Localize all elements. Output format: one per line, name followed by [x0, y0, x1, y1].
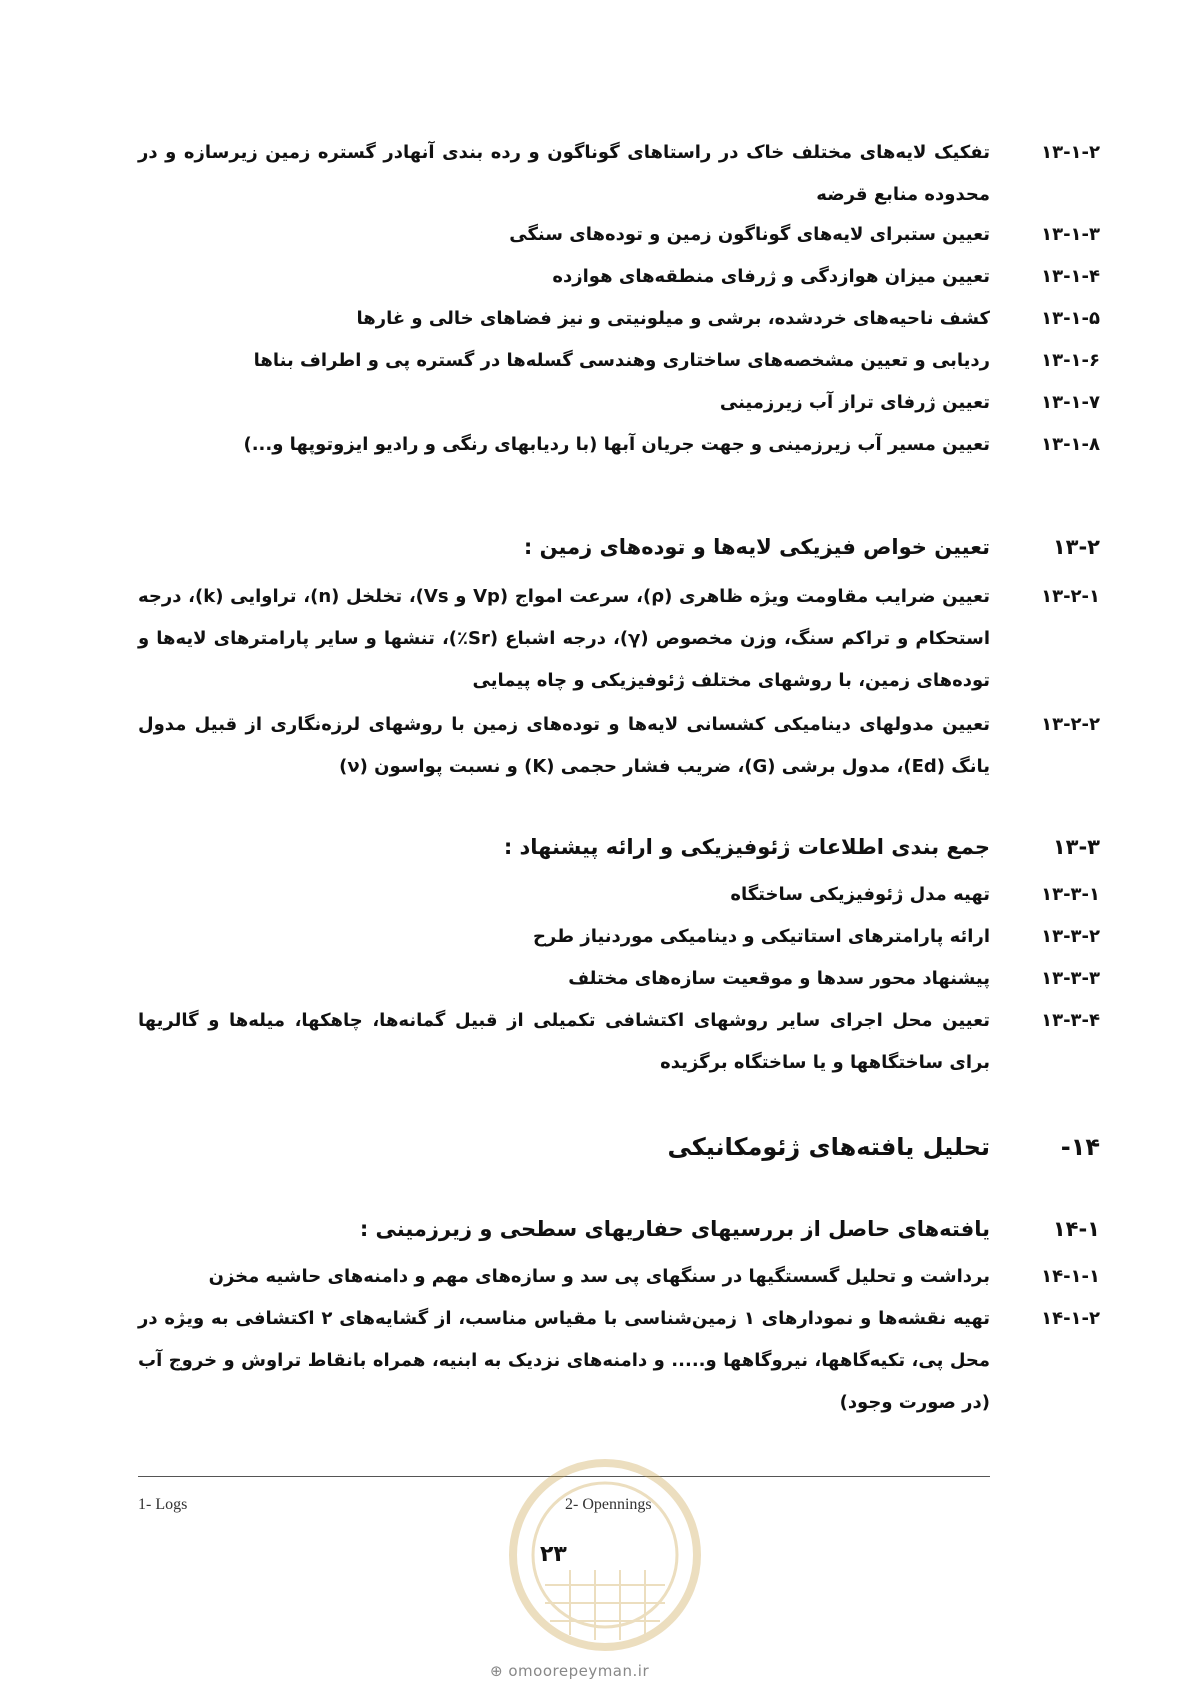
item-text: تعیین ژرفای تراز آب زیرزمینی [719, 392, 990, 413]
item-number: ۱۳-۳-۴ [1041, 1010, 1100, 1031]
footnote-1: 1- Logs [138, 1496, 188, 1513]
chapter-title: تحلیل یافته‌های ژئومکانیکی [667, 1133, 990, 1161]
item-number: ۱۳-۱-۷ [1041, 392, 1100, 413]
section-number: ۱۳-۲ [1052, 535, 1100, 559]
item-number: ۱۳-۳-۳ [1041, 968, 1100, 989]
item-text: تعیین میزان هوازدگی و ژرفای منطقه‌های هوازده [552, 266, 990, 287]
item-text: ارائه پارامترهای استاتیکی و دینامیکی موردنیاز طرح [532, 926, 990, 947]
globe-icon: ⊕ [490, 1662, 504, 1680]
item-text: تعیین مسیر آب زیرزمینی و جهت جریان آبها (با ردیابهای رنگی و رادیو ایزوتوپها و...) [243, 434, 990, 455]
item-text: تعیین مدولهای دینامیکی کشسانی لایه‌ها و توده‌های زمین با روشهای لرزه‌نگاری از قبیل مدول یانگ (Ed)، مدول برشی (G)، ضریب فشار حجمی (K) و نسبت پواسون (ν) [138, 714, 990, 777]
item-number: ۱۳-۱-۸ [1041, 434, 1100, 455]
item-13-3-3 [138, 958, 1100, 1000]
section-number: ۱۴-۱ [1052, 1217, 1100, 1241]
item-number: ۱۳-۱-۴ [1041, 266, 1100, 287]
chapter-heading-14 [138, 1126, 1100, 1168]
item-text: پیشنهاد محور سدها و موقعیت سازه‌های مختلف [568, 968, 990, 989]
section-title: یافته‌های حاصل از بررسیهای حفاریهای سطحی و زیرزمینی : [359, 1217, 990, 1241]
item-13-2-1 [138, 576, 1100, 702]
item-13-1-8 [138, 424, 1100, 466]
item-13-3-4 [138, 1000, 1100, 1084]
item-13-1-5 [138, 298, 1100, 340]
item-13-1-2 [138, 132, 1100, 216]
item-number: ۱۳-۲-۲ [1041, 714, 1100, 735]
item-text: تفکیک لایه‌های مختلف خاک در راستاهای گوناگون و رده بندی آنها‌در گستره زمین زیرسازه و در محدوده منابع قرضه [138, 142, 990, 205]
item-number: ۱۳-۳-۱ [1041, 884, 1100, 905]
item-13-3-2 [138, 916, 1100, 958]
item-14-1-1 [138, 1256, 1100, 1298]
section-heading-13-2 [138, 526, 1100, 568]
item-number: ۱۳-۱-۶ [1041, 350, 1100, 371]
seal-watermark-icon [490, 1455, 720, 1655]
item-number: ۱۳-۲-۱ [1041, 586, 1100, 607]
item-text: تعیین ستبرای لایه‌های گوناگون زمین و توده‌های سنگی [509, 224, 990, 245]
item-text: تعیین محل اجرای سایر روشهای اکتشافی تکمیلی از قبیل گمانه‌ها، چاهکها، میله‌ها و گالریها برای ساختگاهها و یا ساختگاه برگزیده [138, 1010, 990, 1073]
item-number: ۱۳-۱-۳ [1041, 224, 1100, 245]
item-13-1-6 [138, 340, 1100, 382]
item-text: ردیابی و تعیین مشخصه‌های ساختاری وهندسی گسله‌ها در گستره پی و اطراف بناها [253, 350, 990, 371]
section-heading-13-3 [138, 826, 1100, 868]
section-heading-14-1 [138, 1208, 1100, 1250]
item-text: برداشت و تحلیل گسستگیها در سنگهای پی سد و سازه‌های مهم و دامنه‌های حاشیه مخزن [208, 1266, 990, 1287]
item-13-1-3 [138, 214, 1100, 256]
item-13-1-7 [138, 382, 1100, 424]
item-number: ۱۳-۱-۲ [1041, 142, 1100, 163]
footnote-2: 2- Opennings [565, 1496, 652, 1513]
item-13-3-1 [138, 874, 1100, 916]
site-watermark [490, 1662, 649, 1680]
section-title: جمع بندی اطلاعات ژئوفیزیکی و ارائه پیشنهاد : [503, 835, 990, 859]
item-number: ۱۳-۳-۲ [1041, 926, 1100, 947]
item-text: تعیین ضرایب مقاومت ویژه ظاهری (ρ)، سرعت امواج (Vp و Vs)، تخلخل (n)، تراوایی (k)، درجه استحکام و تراکم سنگ، وزن مخصوص (γ)، درجه اشباع (Sr٪)، تنشها و سایر پارامترهای لایه‌ها و توده‌های زمین، با روشهای مختلف ژئوفیزیکی و چاه پیمایی [138, 586, 990, 691]
site-watermark-text: omoorepeyman.ir [508, 1662, 650, 1680]
section-title: تعیین خواص فیزیکی لایه‌ها و توده‌های زمین : [523, 535, 990, 559]
item-13-2-2 [138, 704, 1100, 788]
item-text: تهیه نقشه‌ها و نمودارهای ۱ زمین‌شناسی با مقیاس مناسب، از گشایه‌های ۲ اکتشافی به ویژه در محل پی، تکیه‌گاهها، نیروگاهها و..... و دامنه‌های نزدیک به ابنیه، همراه بانقاط تراوش و خروج آب (در صورت وجود) [138, 1308, 990, 1413]
item-13-1-4 [138, 256, 1100, 298]
chapter-number: ۱۴- [1060, 1133, 1100, 1161]
item-text: تهیه مدل ژئوفیزیکی ساختگاه [730, 884, 990, 905]
item-14-1-2 [138, 1298, 1100, 1424]
item-number: ۱۴-۱-۱ [1041, 1266, 1100, 1287]
page-number: ۲۳ [540, 1542, 567, 1567]
item-number: ۱۳-۱-۵ [1041, 308, 1100, 329]
section-number: ۱۳-۳ [1052, 835, 1100, 859]
item-number: ۱۴-۱-۲ [1041, 1308, 1100, 1329]
item-text: کشف ناحیه‌های خردشده، برشی و میلونیتی و نیز فضاهای خالی و غارها [356, 308, 990, 329]
